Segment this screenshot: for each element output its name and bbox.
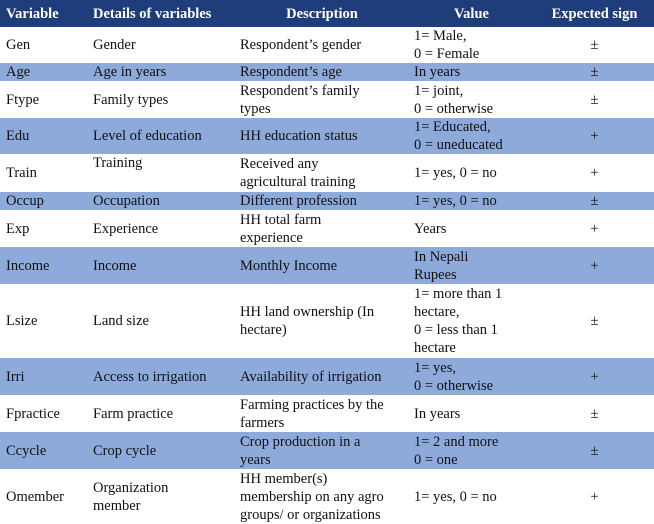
cell-details: Farm practice — [93, 405, 174, 422]
cell-variable: Omember — [6, 488, 64, 505]
value-line: hectare — [414, 340, 456, 356]
cell-sign: ± — [590, 37, 599, 53]
description-line: Respondent’s gender — [240, 37, 362, 53]
table-row — [0, 210, 654, 247]
cell-description — [234, 210, 408, 247]
cell-variable: Ftype — [6, 91, 40, 108]
value-line: 1= yes, — [414, 359, 457, 376]
cell-value — [408, 118, 533, 154]
cell-variable: Irri — [6, 368, 25, 385]
cell-variable: Age — [6, 64, 31, 80]
cell-description — [234, 469, 408, 524]
cell-details: Crop cycle — [93, 442, 157, 459]
cell-sign: + — [590, 128, 599, 144]
cell-value — [408, 432, 533, 469]
cell-description — [234, 63, 408, 81]
cell-description — [234, 247, 408, 284]
cell-sign: + — [590, 220, 599, 237]
cell-value — [408, 63, 533, 81]
value-line: In Nepali — [414, 248, 469, 265]
table-row — [0, 247, 654, 284]
cell-sign: ± — [590, 405, 599, 422]
cell-details: Level of education — [93, 128, 202, 144]
cell-variable: Ccycle — [6, 442, 47, 459]
table-row — [0, 358, 654, 395]
value-line: hectare, — [414, 304, 460, 320]
cell-sign: + — [590, 368, 599, 385]
description-line: hectare) — [240, 322, 287, 338]
table-row — [0, 81, 654, 118]
cell-sign: + — [590, 488, 599, 505]
value-line: 1= 2 and more — [414, 433, 499, 450]
value-line: 1= yes, 0 = no — [414, 193, 497, 209]
value-line: In years — [414, 405, 461, 422]
value-line: 0 = otherwise — [414, 377, 494, 394]
table-row — [0, 432, 654, 469]
cell-value — [408, 247, 533, 284]
value-line: 0 = uneducated — [414, 137, 503, 153]
header-row — [0, 0, 654, 27]
description-line: Different profession — [240, 193, 357, 209]
header-expected-sign: Expected sign — [551, 5, 638, 22]
description-line: years — [240, 451, 271, 468]
cell-sign: ± — [590, 313, 599, 329]
table-row — [0, 154, 654, 192]
cell-details: Training — [93, 155, 143, 171]
cell-variable: Income — [6, 257, 50, 274]
header-variable: Variable — [6, 5, 59, 22]
cell-value — [408, 284, 533, 358]
cell-description — [234, 118, 408, 154]
cell-details: Experience — [93, 220, 159, 237]
description-line: agricultural training — [240, 174, 356, 190]
description-line: Monthly Income — [240, 257, 338, 274]
cell-description — [234, 284, 408, 358]
cell-description — [234, 81, 408, 118]
cell-details: Access to irrigation — [93, 368, 207, 385]
cell-details: Income — [93, 257, 137, 274]
table-row — [0, 395, 654, 432]
value-line: 1= Male, — [414, 28, 467, 44]
table-row — [0, 118, 654, 154]
value-line: 1= yes, 0 = no — [414, 165, 497, 181]
description-line: farmers — [240, 414, 285, 431]
cell-details — [87, 469, 234, 524]
cell-description — [234, 432, 408, 469]
description-line: types — [240, 100, 271, 117]
value-line: 0 = otherwise — [414, 100, 494, 117]
cell-details: Land size — [93, 313, 149, 329]
cell-variable: Gen — [6, 37, 31, 53]
cell-details: Occupation — [93, 193, 160, 209]
cell-sign: + — [590, 257, 599, 274]
cell-description — [234, 358, 408, 395]
description-line: HH total farm — [240, 211, 322, 228]
cell-value — [408, 395, 533, 432]
table-row — [0, 27, 654, 63]
cell-variable: Edu — [6, 128, 30, 144]
cell-variable: Exp — [6, 220, 30, 237]
cell-variable: Lsize — [6, 313, 38, 329]
cell-value — [408, 154, 533, 192]
description-line: Received any — [240, 156, 319, 172]
value-line: 0 = one — [414, 451, 458, 468]
table-row — [0, 63, 654, 81]
cell-value — [408, 81, 533, 118]
description-line: HH education status — [240, 128, 358, 144]
header-description: Description — [286, 5, 358, 22]
value-line: 1= more than 1 — [414, 286, 503, 302]
cell-value — [408, 210, 533, 247]
cell-value — [408, 27, 533, 63]
details-line: member — [93, 497, 141, 514]
cell-description — [234, 395, 408, 432]
header-details: Details of variables — [93, 5, 212, 22]
value-line: 1= yes, 0 = no — [414, 488, 497, 505]
description-line: Respondent’s family — [240, 82, 360, 99]
details-line: Organization — [93, 479, 169, 496]
value-line: 1= joint, — [414, 82, 464, 99]
description-line: HH member(s) — [240, 470, 328, 487]
description-line: Crop production in a — [240, 433, 361, 450]
cell-sign: ± — [590, 193, 599, 209]
value-line: 0 = less than 1 — [414, 322, 498, 338]
cell-sign: ± — [590, 91, 599, 108]
value-line: Years — [414, 220, 447, 237]
cell-variable: Occup — [6, 193, 44, 209]
value-line: 1= Educated, — [414, 119, 491, 135]
value-line: 0 = Female — [414, 46, 480, 62]
description-line: Respondent’s age — [240, 64, 342, 80]
table-row — [0, 284, 654, 358]
table-row — [0, 469, 654, 524]
cell-sign: ± — [590, 442, 599, 459]
cell-variable: Train — [6, 165, 37, 181]
table-row — [0, 192, 654, 210]
cell-description — [234, 192, 408, 210]
description-line: HH land ownership (In — [240, 304, 375, 320]
cell-details: Family types — [93, 91, 169, 108]
cell-sign: + — [590, 165, 599, 181]
value-line: Rupees — [414, 266, 457, 283]
cell-description — [234, 154, 408, 192]
description-line: membership on any agro — [240, 488, 384, 505]
cell-details: Gender — [93, 37, 136, 53]
cell-description — [234, 27, 408, 63]
cell-details: Age in years — [93, 64, 167, 80]
cell-variable: Fpractice — [6, 405, 60, 422]
cell-value — [408, 358, 533, 395]
description-line: groups/ or organizations — [240, 506, 381, 523]
value-line: In years — [414, 64, 461, 80]
description-line: Farming practices by the — [240, 396, 384, 413]
cell-value — [408, 192, 533, 210]
description-line: Availability of irrigation — [240, 368, 382, 385]
description-line: experience — [240, 229, 303, 246]
cell-value — [408, 469, 533, 524]
cell-sign: ± — [590, 64, 599, 80]
header-value: Value — [454, 5, 489, 22]
